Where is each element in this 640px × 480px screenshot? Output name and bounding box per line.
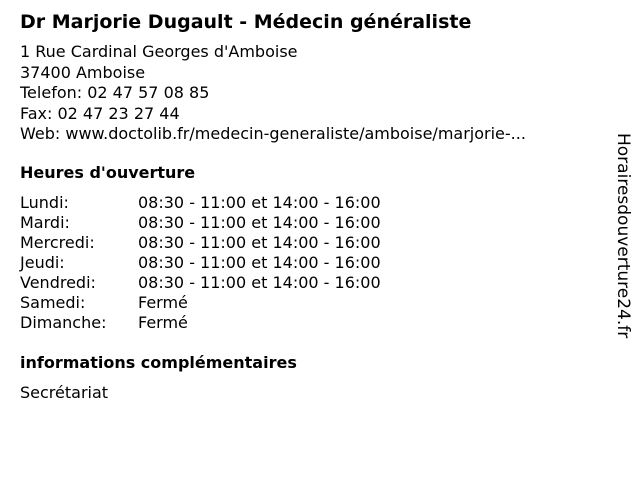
day-label: Vendredi:: [20, 273, 96, 292]
phone: Telefon: 02 47 57 08 85: [20, 83, 210, 102]
day-label: Mardi:: [20, 213, 70, 232]
opening-hours-heading: Heures d'ouverture: [20, 163, 196, 182]
hours-row-monday: [20, 193, 381, 213]
hours-row-saturday: [20, 293, 381, 313]
page-title: Dr Marjorie Dugault - Médecin généraliste: [20, 11, 472, 33]
contact-info: [20, 42, 526, 145]
day-hours: 08:30 - 11:00 et 14:00 - 16:00: [138, 193, 381, 212]
city: 37400 Amboise: [20, 62, 146, 82]
day-hours: 08:30 - 11:00 et 14:00 - 16:00: [138, 253, 381, 272]
hours-row-friday: [20, 273, 381, 293]
hours-row-wednesday: [20, 233, 381, 253]
site-watermark: Horairesdouverture24.fr: [613, 133, 633, 339]
day-label: Jeudi:: [20, 253, 65, 272]
street-address: 1 Rue Cardinal Georges d'Amboise: [20, 42, 298, 61]
additional-info-heading: informations complémentaires: [20, 353, 297, 372]
day-label: Lundi:: [20, 193, 69, 212]
additional-info-text: Secrétariat: [20, 383, 109, 402]
hours-row-sunday: [20, 313, 381, 333]
fax: Fax: 02 47 23 27 44: [20, 103, 180, 123]
hours-row-tuesday: [20, 213, 381, 233]
day-label: Mercredi:: [20, 233, 95, 252]
hours-row-thursday: [20, 253, 381, 273]
day-hours: Fermé: [138, 293, 188, 312]
day-hours: 08:30 - 11:00 et 14:00 - 16:00: [138, 273, 381, 292]
day-label: Samedi:: [20, 293, 86, 312]
website[interactable]: Web: www.doctolib.fr/medecin-generaliste/amboise/marjorie-...: [20, 124, 526, 143]
day-hours: 08:30 - 11:00 et 14:00 - 16:00: [138, 213, 381, 232]
opening-hours-list: [20, 193, 381, 333]
day-label: Dimanche:: [20, 313, 107, 332]
day-hours: 08:30 - 11:00 et 14:00 - 16:00: [138, 233, 381, 252]
day-hours: Fermé: [138, 313, 188, 332]
